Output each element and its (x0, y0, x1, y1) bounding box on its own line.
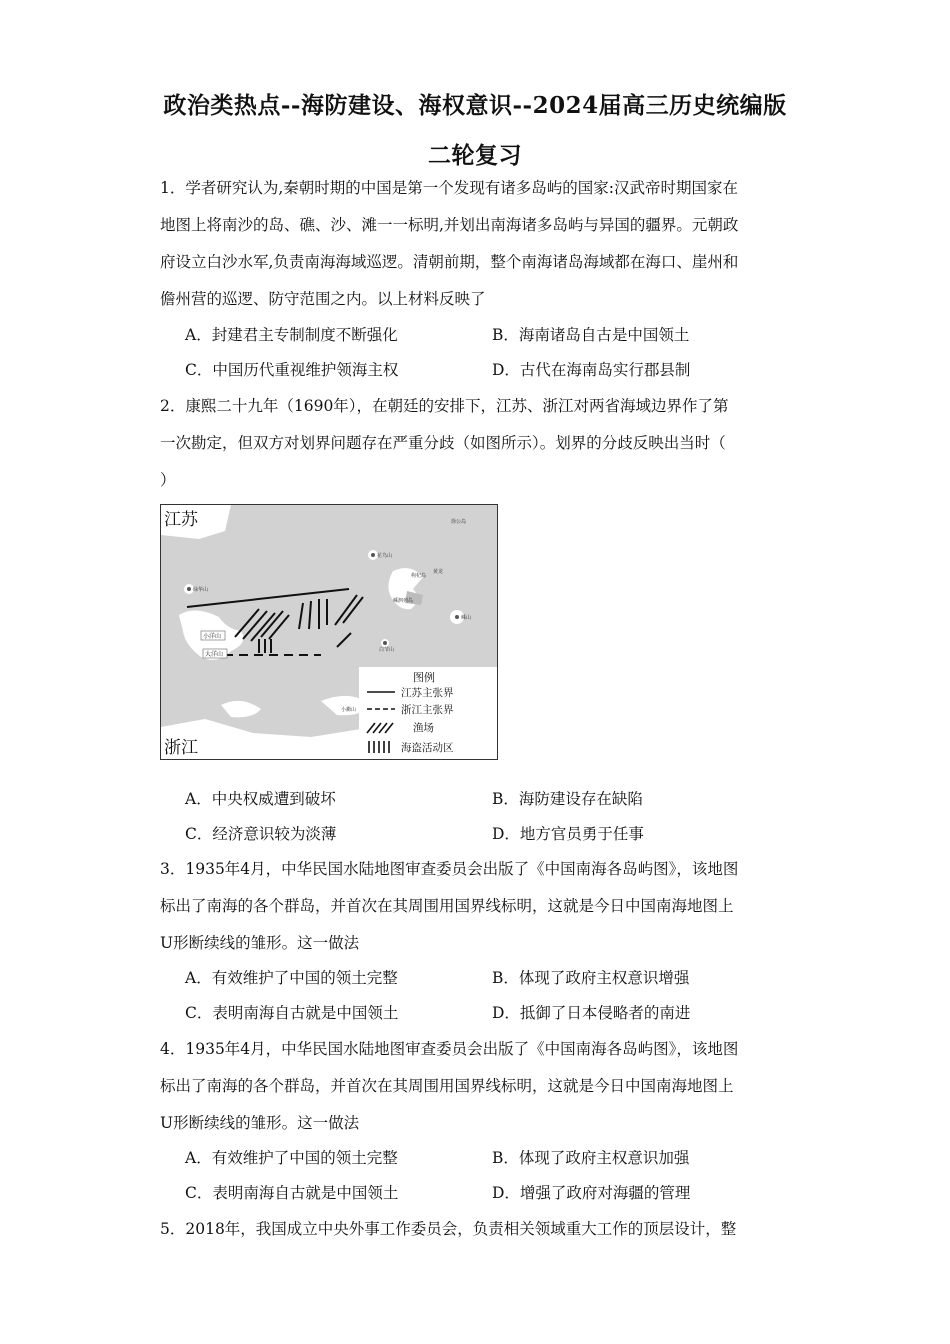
question-text-line: 2．康熙二十九年（1690年），在朝廷的安排下，江苏、浙江对两省海域边界作了第 (160, 397, 729, 415)
option-b[interactable]: B．海南诸岛自古是中国领土 (492, 326, 690, 344)
question-text-line: U形断续线的雏形。这一做法 (160, 934, 360, 952)
question-text-line: 1．学者研究认为,秦朝时期的中国是第一个发现有诸多岛屿的国家:汉武帝时期国家在 (160, 179, 739, 197)
legend-item: 渔场 (413, 722, 434, 734)
place-marker (455, 615, 459, 619)
place-label: 花鸟山 (377, 553, 393, 559)
place-label: 小衢山 (341, 707, 357, 713)
map-label-north: 江苏 (164, 510, 198, 530)
place-label: 白节山 (379, 647, 395, 653)
option-a[interactable]: A．有效维护了中国的领土完整 (185, 1149, 398, 1167)
title-line-1: 政治类热点--海防建设、海权意识--2024届高三历史统编版 (163, 92, 787, 119)
map-legend (359, 667, 497, 759)
option-d[interactable]: D．抵御了日本侵略者的南进 (492, 1004, 691, 1022)
option-a[interactable]: A．中央权威遭到破坏 (185, 790, 336, 808)
place-label: 黄龙 (433, 569, 444, 575)
place-label: 大洋山 (205, 651, 224, 658)
option-c[interactable]: C．表明南海自古就是中国领土 (185, 1184, 399, 1202)
place-label: 枸杞岛 (411, 573, 427, 579)
place-marker (383, 641, 387, 645)
place-label: 嵊泗列岛 (393, 598, 414, 604)
question-text-line: 4．1935年4月，中华民国水陆地图审查委员会出版了《中国南海各岛屿图》，该地图 (160, 1040, 739, 1058)
option-b[interactable]: B．体现了政府主权意识增强 (492, 969, 690, 987)
question-text-line: 标出了南海的各个群岛，并首次在其周围用国界线标明，这就是今日中国南海地图上 (160, 1077, 734, 1095)
question-text-line: 儋州营的巡逻、防守范围之内。以上材料反映了 (160, 290, 486, 308)
option-d[interactable]: D．增强了政府对海疆的管理 (492, 1184, 691, 1202)
question-text-line: 府设立白沙水军,负责南海海域巡逻。清朝前期，整个南海诸岛海域都在海口、崖州和 (160, 253, 739, 271)
place-label: 徐公岛 (451, 519, 467, 525)
question-text-line: U形断续线的雏形。这一做法 (160, 1114, 360, 1132)
question-text-line: 5．2018年，我国成立中央外事工作委员会，负责相关领域重大工作的顶层设计，整 (160, 1220, 737, 1238)
boundary-map (160, 504, 498, 760)
place-marker (187, 587, 191, 591)
place-label: 嵊山 (461, 615, 472, 621)
legend-item: 浙江主张界 (401, 704, 454, 716)
title-line-2: 二轮复习 (428, 142, 522, 169)
question-text-line: 地图上将南沙的岛、礁、沙、滩一一标明,并划出南海诸多岛屿与异国的疆界。元朝政 (160, 216, 739, 234)
place-marker (371, 553, 375, 557)
option-b[interactable]: B．体现了政府主权意识加强 (492, 1149, 690, 1167)
option-a[interactable]: A．有效维护了中国的领土完整 (185, 969, 398, 987)
question-text-line: 一次勘定，但双方对划界问题存在严重分歧（如图所示）。划界的分歧反映出当时（ (160, 434, 726, 452)
map-label-south: 浙江 (164, 738, 198, 758)
option-c[interactable]: C．表明南海自古就是中国领土 (185, 1004, 399, 1022)
question-text-line: ） (160, 471, 176, 489)
legend-item: 海盗活动区 (401, 742, 454, 754)
option-c[interactable]: C．中国历代重视维护领海主权 (185, 361, 399, 379)
legend-item: 江苏主张界 (401, 687, 454, 699)
option-a[interactable]: A．封建君主专制制度不断强化 (185, 326, 398, 344)
option-b[interactable]: B．海防建设存在缺陷 (492, 790, 643, 808)
question-text-line: 3．1935年4月，中华民国水陆地图审查委员会出版了《中国南海各岛屿图》，该地图 (160, 860, 739, 878)
option-d[interactable]: D．古代在海南岛实行郡县制 (492, 361, 691, 379)
legend-title: 图例 (413, 671, 435, 684)
map-graphic (161, 505, 497, 759)
place-label: 小洋山 (203, 633, 222, 640)
option-c[interactable]: C．经济意识较为淡薄 (185, 825, 337, 843)
question-text-line: 标出了南海的各个群岛，并首次在其周围用国界线标明，这就是今日中国南海地图上 (160, 897, 734, 915)
place-label: 绿华山 (193, 587, 209, 593)
option-d[interactable]: D．地方官员勇于任事 (492, 825, 644, 843)
